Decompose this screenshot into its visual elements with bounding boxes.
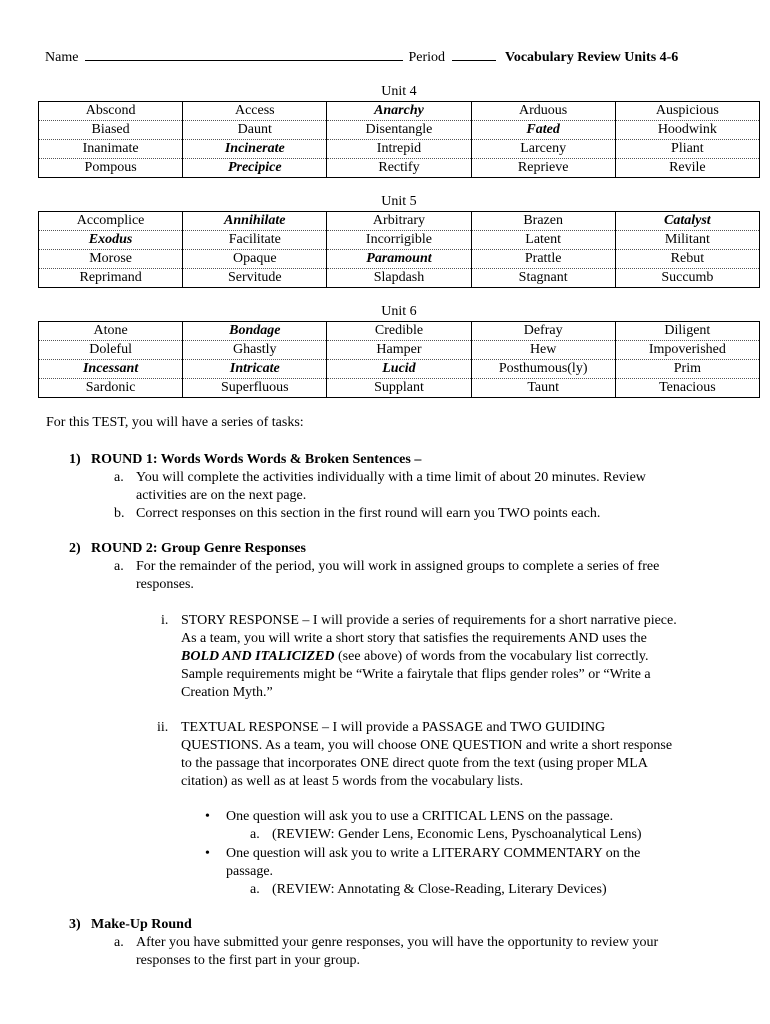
- story-response-label: i.: [161, 613, 169, 628]
- textual-response-line1: TEXTUAL RESPONSE – I will provide a PASSAGE and TWO GUIDING: [181, 720, 606, 735]
- intro-text: For this TEST, you will have a series of tasks:: [46, 415, 304, 430]
- vocab-word: Access: [183, 102, 327, 121]
- round-1-title: ROUND 1: Words Words Words & Broken Sentences –: [91, 452, 422, 467]
- vocab-row: [39, 212, 760, 231]
- name-blank[interactable]: [85, 47, 403, 61]
- round-3-a-line1: After you have submitted your genre responses, you will have the opportunity to review your: [136, 935, 659, 950]
- unit-6-title: Unit 6: [381, 304, 417, 319]
- vocab-word: Posthumous(ly): [471, 360, 615, 379]
- round-2-number: 2): [69, 541, 81, 556]
- round-2-a-line2: responses.: [136, 577, 194, 592]
- bullet-dot-icon: •: [205, 809, 210, 824]
- vocab-word: Taunt: [471, 379, 615, 398]
- period-label: Period: [408, 50, 445, 65]
- vocab-word: Servitude: [183, 269, 327, 288]
- round-3-a-line2: responses to the first part in your group.: [136, 953, 360, 968]
- unit-6-table: [38, 321, 760, 398]
- vocab-word: Defray: [471, 322, 615, 341]
- vocab-word: Revile: [615, 159, 759, 178]
- vocab-word: Diligent: [615, 322, 759, 341]
- vocab-word: Accomplice: [39, 212, 183, 231]
- vocab-word: Biased: [39, 121, 183, 140]
- vocab-word: Intricate: [183, 360, 327, 379]
- page-title: Vocabulary Review Units 4-6: [505, 50, 679, 65]
- story-response-line5: Creation Myth.”: [181, 685, 273, 700]
- vocab-word: Intrepid: [327, 140, 471, 159]
- vocab-word: Superfluous: [183, 379, 327, 398]
- vocab-word: Tenacious: [615, 379, 759, 398]
- vocab-row: [39, 140, 760, 159]
- unit-5-table: [38, 211, 760, 288]
- vocab-word: Impoverished: [615, 341, 759, 360]
- vocab-word: Ghastly: [183, 341, 327, 360]
- vocab-row: [39, 102, 760, 121]
- vocab-row: [39, 322, 760, 341]
- vocab-word: Auspicious: [615, 102, 759, 121]
- story-response-line4: Sample requirements might be “Write a fairytale that flips gender roles” or “Write a: [181, 667, 651, 682]
- vocab-word: Stagnant: [471, 269, 615, 288]
- round-2-title: ROUND 2: Group Genre Responses: [91, 541, 306, 556]
- round-1-b-label: b.: [114, 506, 125, 521]
- bullet-1-a-label: a.: [250, 827, 260, 842]
- vocab-word: Latent: [471, 231, 615, 250]
- vocab-word: Reprieve: [471, 159, 615, 178]
- vocab-word: Fated: [471, 121, 615, 140]
- vocab-word: Bondage: [183, 322, 327, 341]
- vocab-row: [39, 159, 760, 178]
- bullet-2-a-text: (REVIEW: Annotating & Close-Reading, Literary Devices): [272, 882, 607, 897]
- textual-response-line2: QUESTIONS. As a team, you will choose ONE QUESTION and write a short response: [181, 738, 673, 753]
- vocab-word: Pliant: [615, 140, 759, 159]
- vocab-word: Prattle: [471, 250, 615, 269]
- unit-4-title: Unit 4: [381, 84, 417, 99]
- vocab-word: Precipice: [183, 159, 327, 178]
- round-3-title: Make-Up Round: [91, 917, 192, 932]
- vocab-word: Opaque: [183, 250, 327, 269]
- round-1-a-label: a.: [114, 470, 124, 485]
- vocab-word: Lucid: [327, 360, 471, 379]
- vocab-row: [39, 379, 760, 398]
- round-1-a-line1: You will complete the activities individually with a time limit of about 20 minutes. Review: [136, 470, 646, 485]
- vocab-row: [39, 121, 760, 140]
- period-blank[interactable]: [452, 47, 496, 61]
- round-2-a-line1: For the remainder of the period, you will work in assigned groups to complete a series of free: [136, 559, 660, 574]
- bold-italicized-emphasis: BOLD AND ITALICIZED: [181, 649, 335, 664]
- round-2-a-label: a.: [114, 559, 124, 574]
- round-1-a-line2: activities are on the next page.: [136, 488, 307, 503]
- vocab-word: Credible: [327, 322, 471, 341]
- vocab-word: Arduous: [471, 102, 615, 121]
- round-1-b-line1: Correct responses on this section in the first round will earn you TWO points each.: [136, 506, 601, 521]
- vocab-word: Hamper: [327, 341, 471, 360]
- vocab-word: Supplant: [327, 379, 471, 398]
- vocab-word: Facilitate: [183, 231, 327, 250]
- vocab-word: Exodus: [39, 231, 183, 250]
- bullet-1-text: One question will ask you to use a CRITICAL LENS on the passage.: [226, 809, 614, 824]
- vocab-word: Abscond: [39, 102, 183, 121]
- story-response-line3-rest: (see above) of words from the vocabulary list correctly.: [334, 649, 649, 664]
- vocab-word: Hew: [471, 341, 615, 360]
- round-3-number: 3): [69, 917, 81, 932]
- vocab-word: Atone: [39, 322, 183, 341]
- vocab-word: Morose: [39, 250, 183, 269]
- vocab-word: Inanimate: [39, 140, 183, 159]
- name-label: Name: [45, 50, 79, 65]
- vocab-word: Militant: [615, 231, 759, 250]
- vocab-word: Arbitrary: [327, 212, 471, 231]
- vocab-word: Prim: [615, 360, 759, 379]
- vocab-word: Incinerate: [183, 140, 327, 159]
- story-response-line3: [181, 648, 649, 666]
- vocab-word: Anarchy: [327, 102, 471, 121]
- vocab-row: [39, 360, 760, 379]
- vocab-word: Larceny: [471, 140, 615, 159]
- vocab-word: Disentangle: [327, 121, 471, 140]
- vocab-word: Slapdash: [327, 269, 471, 288]
- vocab-row: [39, 250, 760, 269]
- vocab-word: Incessant: [39, 360, 183, 379]
- vocab-row: [39, 341, 760, 360]
- vocab-word: Succumb: [615, 269, 759, 288]
- bullet-1-a-text: (REVIEW: Gender Lens, Economic Lens, Pyschoanalytical Lens): [272, 827, 642, 842]
- vocab-word: Rectify: [327, 159, 471, 178]
- vocab-word: Hoodwink: [615, 121, 759, 140]
- vocab-word: Pompous: [39, 159, 183, 178]
- textual-response-line4: citation) as well as at least 5 words from the vocabulary lists.: [181, 774, 524, 789]
- vocab-row: [39, 231, 760, 250]
- bullet-2-line2: passage.: [226, 864, 274, 879]
- story-response-line2: As a team, you will write a short story that satisfies the requirements AND uses the: [181, 631, 647, 646]
- bullet-dot-icon: •: [205, 846, 210, 861]
- bullet-2-a-label: a.: [250, 882, 260, 897]
- worksheet-header: [45, 47, 745, 65]
- unit-5-title: Unit 5: [381, 194, 417, 209]
- vocab-word: Incorrigible: [327, 231, 471, 250]
- vocab-word: Rebut: [615, 250, 759, 269]
- vocab-word: Brazen: [471, 212, 615, 231]
- vocab-word: Catalyst: [615, 212, 759, 231]
- vocab-word: Reprimand: [39, 269, 183, 288]
- round-1-number: 1): [69, 452, 81, 467]
- round-3-a-label: a.: [114, 935, 124, 950]
- vocab-row: [39, 269, 760, 288]
- bullet-2-line1: One question will ask you to write a LITERARY COMMENTARY on the: [226, 846, 641, 861]
- vocab-word: Sardonic: [39, 379, 183, 398]
- vocab-word: Annihilate: [183, 212, 327, 231]
- unit-4-table: [38, 101, 760, 178]
- vocab-word: Paramount: [327, 250, 471, 269]
- textual-response-line3: to the passage that incorporates ONE direct quote from the text (using proper MLA: [181, 756, 648, 771]
- textual-response-label: ii.: [157, 720, 169, 735]
- vocab-word: Doleful: [39, 341, 183, 360]
- vocab-word: Daunt: [183, 121, 327, 140]
- story-response-line1: STORY RESPONSE – I will provide a series of requirements for a short narrative piece.: [181, 613, 677, 628]
